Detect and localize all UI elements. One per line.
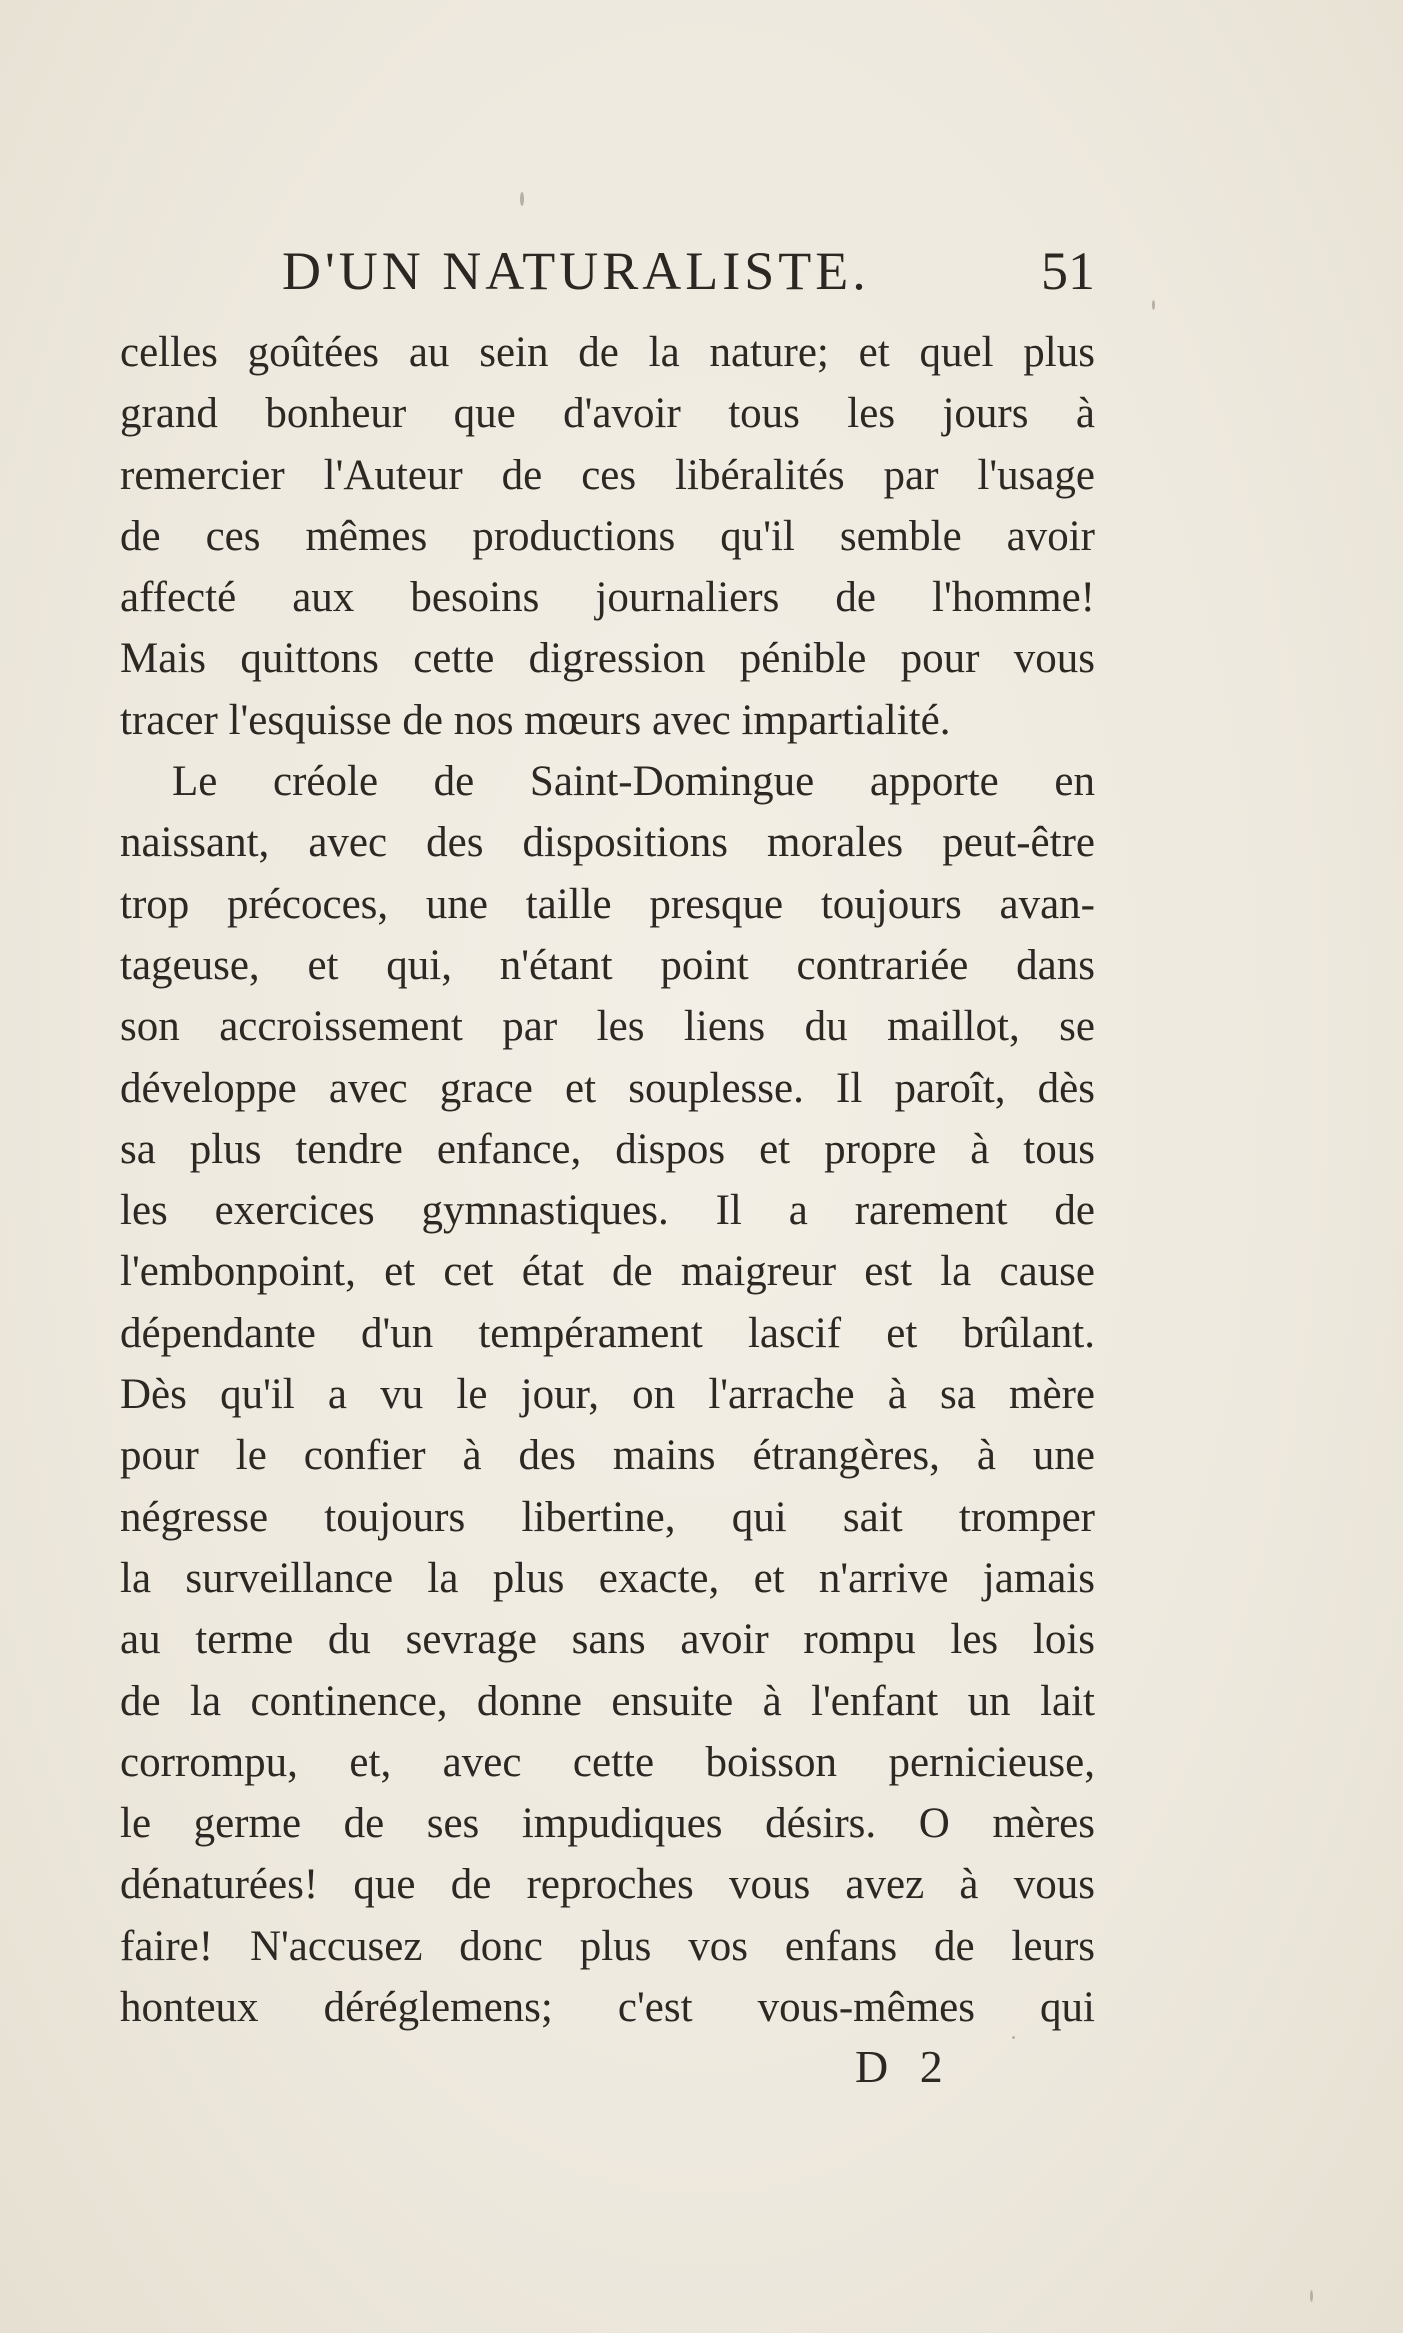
text-line: tageuse, et qui, n'étant point contrariée dans [120,941,1095,989]
text-line: dénaturées! que de reproches vous avez à vous [120,1861,1095,1909]
text-line: grand bonheur que d'avoir tous les jours à [120,390,1095,438]
text-line: le germe de ses impudiques désirs. O mères [120,1800,1095,1848]
page-number: 51 [1041,241,1095,301]
text-line: remercier l'Auteur de ces libéralités par l'usage [120,451,1095,499]
text-line: celles goûtées au sein de la nature; et quel plus [120,329,1095,376]
text-line: affecté aux besoins journaliers de l'homme! [120,574,1095,622]
text-line: trop précoces, une taille presque toujours avan- [120,880,1095,928]
body-text [120,322,1095,2038]
text-line: corrompu, et, avec cette boisson pernicieuse, [120,1738,1095,1786]
paper-speck [520,192,524,206]
running-title: D'UN NATURALISTE. [282,241,870,301]
text-line: au terme du sevrage sans avoir rompu les lois [120,1616,1095,1664]
text-line: tracer l'esquisse de nos mœurs avec impartialité. [120,696,951,744]
signature-mark: D 2 [855,2041,953,2092]
text-line: de la continence, donne ensuite à l'enfant un lait [120,1677,1095,1725]
text-line: faire! N'accusez donc plus vos enfans de leurs [120,1922,1095,1970]
text-line: Mais quittons cette digression pénible pour vous [120,635,1095,683]
text-line: de ces mêmes productions qu'il semble avoir [120,512,1095,560]
text-line: son accroissement par les liens du maillot, se [120,1003,1095,1051]
text-line: dépendante d'un tempérament lascif et brûlant. [120,1309,1095,1357]
text-line: honteux déréglemens; c'est vous-mêmes qui [120,1984,1095,2032]
text-line: négresse toujours libertine, qui sait tromper [120,1493,1095,1541]
text-line: les exercices gymnastiques. Il a rarement de [120,1187,1095,1235]
paper-speck [1012,2036,1015,2039]
text-line: naissant, avec des dispositions morales peut-être [120,819,1095,867]
text-line: Dès qu'il a vu le jour, on l'arrache à sa mère [120,1371,1095,1419]
text-line: développe avec grace et souplesse. Il paroît, dès [120,1064,1095,1112]
text-line: la surveillance la plus exacte, et n'arrive jamais [120,1554,1095,1602]
paper-speck [1310,2290,1313,2302]
text-line: sa plus tendre enfance, dispos et propre à tous [120,1125,1095,1173]
text-line: pour le confier à des mains étrangères, à une [120,1432,1095,1480]
paper-speck [1152,300,1155,310]
paragraph-start-line: Le créole de Saint-Domingue apporte en [172,758,1095,806]
page-header [120,240,1095,310]
text-line: l'embonpoint, et cet état de maigreur est la cause [120,1248,1095,1296]
